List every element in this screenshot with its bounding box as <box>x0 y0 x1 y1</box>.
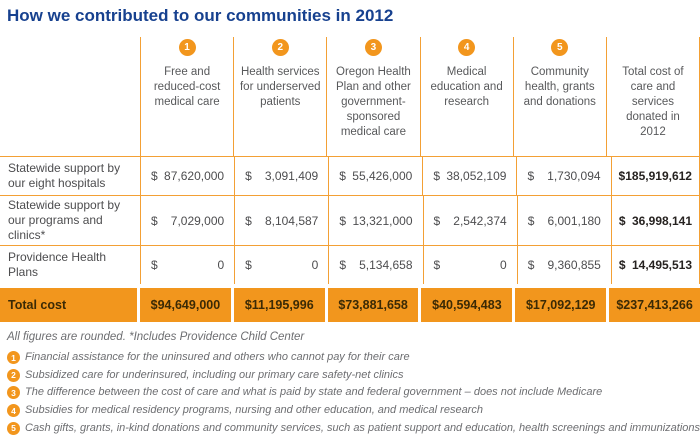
row-label: Statewide support by our eight hospitals <box>8 161 121 190</box>
cell-amount: 9,360,855 <box>547 258 601 272</box>
footnote-text: Cash gifts, grants, in-kind donations and community services, such as patient support and education, health screenings and immunizations <box>25 421 700 434</box>
cell-amount: 13,321,000 <box>352 213 413 228</box>
table-cell-total <box>611 246 700 284</box>
currency-symbol: $ <box>245 213 252 228</box>
table-cell-total <box>611 196 700 245</box>
table-cell <box>328 246 422 284</box>
total-cell: $73,881,658 <box>328 288 419 322</box>
footnote-item-4 <box>7 404 700 417</box>
footnote-text: Subsidized care for underinsured, including our primary care safety-net clinics <box>25 368 404 381</box>
table-header <box>0 37 700 156</box>
cell-amount: 55,426,000 <box>352 169 413 183</box>
cell-amount: 7,029,000 <box>170 213 225 228</box>
column-label: Free and reduced-cost medical care <box>153 66 221 108</box>
currency-symbol: $ <box>618 213 626 228</box>
table-cell <box>517 246 611 284</box>
cell-amount: 1,730,094 <box>547 169 601 183</box>
currency-symbol: $ <box>618 169 626 183</box>
footnote-number-badge: 3 <box>7 386 20 399</box>
currency-symbol: $ <box>527 213 535 228</box>
column-number-badge: 4 <box>458 39 475 56</box>
total-row <box>0 288 700 322</box>
cell-amount: 36,998,141 <box>631 213 693 228</box>
cell-amount: 87,620,000 <box>164 169 225 183</box>
table-cell <box>422 157 516 195</box>
column-label: Oregon Health Plan and other government-sponsored medical care <box>336 66 411 138</box>
cell-amount: 14,495,513 <box>631 258 693 272</box>
footnote-text: The difference between the cost of care and what is paid by state and federal government – does not include Medicare <box>25 386 603 399</box>
column-label: Total cost of care and services donated in 2012 <box>622 66 684 138</box>
cell-amount: 3,091,409 <box>264 169 319 183</box>
column-header-total <box>606 37 700 156</box>
footnote-general: All figures are rounded. *Includes Providence Child Center <box>7 331 305 343</box>
cell-amount: 0 <box>311 258 319 272</box>
footnote-number-badge: 2 <box>7 369 20 382</box>
cell-amount: 2,542,374 <box>453 213 507 228</box>
currency-symbol: $ <box>339 213 347 228</box>
cell-amount: 8,104,587 <box>264 213 319 228</box>
currency-symbol: $ <box>433 213 441 228</box>
footnote-item-2 <box>7 369 700 382</box>
column-number-badge: 1 <box>179 39 196 56</box>
table-cell-total <box>611 157 700 195</box>
table-row-hospitals <box>0 156 700 195</box>
currency-symbol: $ <box>245 258 252 272</box>
currency-symbol: $ <box>618 258 626 272</box>
total-cell: $11,195,996 <box>234 288 325 322</box>
currency-symbol: $ <box>527 169 535 183</box>
header-spacer <box>0 37 140 156</box>
cell-amount: 0 <box>217 258 225 272</box>
table-cell <box>140 157 234 195</box>
row-label: Providence Health Plans <box>8 250 107 279</box>
table-cell <box>423 196 517 245</box>
currency-symbol: $ <box>339 169 346 183</box>
currency-symbol: $ <box>339 258 347 272</box>
table-row-programs-clinics <box>0 195 700 245</box>
cell-amount: 38,052,109 <box>446 169 507 183</box>
currency-symbol: $ <box>245 169 252 183</box>
footnote-number-badge: 4 <box>7 404 20 417</box>
column-header-1 <box>140 37 233 156</box>
currency-symbol: $ <box>151 169 158 183</box>
footnote-text: Financial assistance for the uninsured and others who cannot pay for their care <box>25 351 410 363</box>
currency-symbol: $ <box>151 258 158 272</box>
footnote-number-badge: 5 <box>7 422 20 435</box>
table-cell <box>234 246 328 284</box>
table-cell <box>140 246 234 284</box>
column-number-badge: 2 <box>272 39 289 56</box>
currency-symbol: $ <box>433 169 441 183</box>
table-cell <box>140 196 234 245</box>
column-header-2 <box>233 37 326 156</box>
table-cell <box>423 246 517 284</box>
table-cell <box>516 157 610 195</box>
column-label: Community health, grants and donations <box>523 66 596 108</box>
row-label: Statewide support by our programs and clinics* <box>8 198 121 242</box>
cell-amount: 6,001,180 <box>547 213 601 228</box>
total-row-label: Total cost <box>0 288 137 322</box>
table-cell <box>234 157 328 195</box>
column-label: Health services for underserved patients <box>239 66 321 108</box>
footnote-item-1 <box>7 351 700 364</box>
column-header-3 <box>326 37 419 156</box>
currency-symbol: $ <box>151 213 158 228</box>
table-cell <box>328 157 422 195</box>
cell-amount: 5,134,658 <box>359 258 413 272</box>
page-title: How we contributed to our communities in 2012 <box>7 6 394 25</box>
column-header-5 <box>513 37 606 156</box>
footnote-item-5 <box>7 422 700 435</box>
column-number-badge: 5 <box>551 39 568 56</box>
table-row-health-plans <box>0 245 700 284</box>
footnote-text: Subsidies for medical residency programs, nursing and other education, and medical research <box>25 404 483 417</box>
total-cell: $40,594,483 <box>421 288 512 322</box>
footnote-number-badge: 1 <box>7 351 20 364</box>
column-number-badge: 3 <box>365 39 382 56</box>
cell-amount: 185,919,612 <box>625 169 692 183</box>
table-cell <box>328 196 422 245</box>
footnote-item-3 <box>7 386 700 399</box>
total-cell-grand: $237,413,266 <box>609 288 700 322</box>
cell-amount: 0 <box>500 258 507 272</box>
currency-symbol: $ <box>433 258 441 272</box>
table-cell <box>517 196 611 245</box>
total-cell: $17,092,129 <box>515 288 606 322</box>
column-header-4 <box>420 37 513 156</box>
table-cell <box>234 196 328 245</box>
total-cell: $94,649,000 <box>140 288 231 322</box>
currency-symbol: $ <box>527 258 535 272</box>
column-label: Medical education and research <box>430 66 503 108</box>
